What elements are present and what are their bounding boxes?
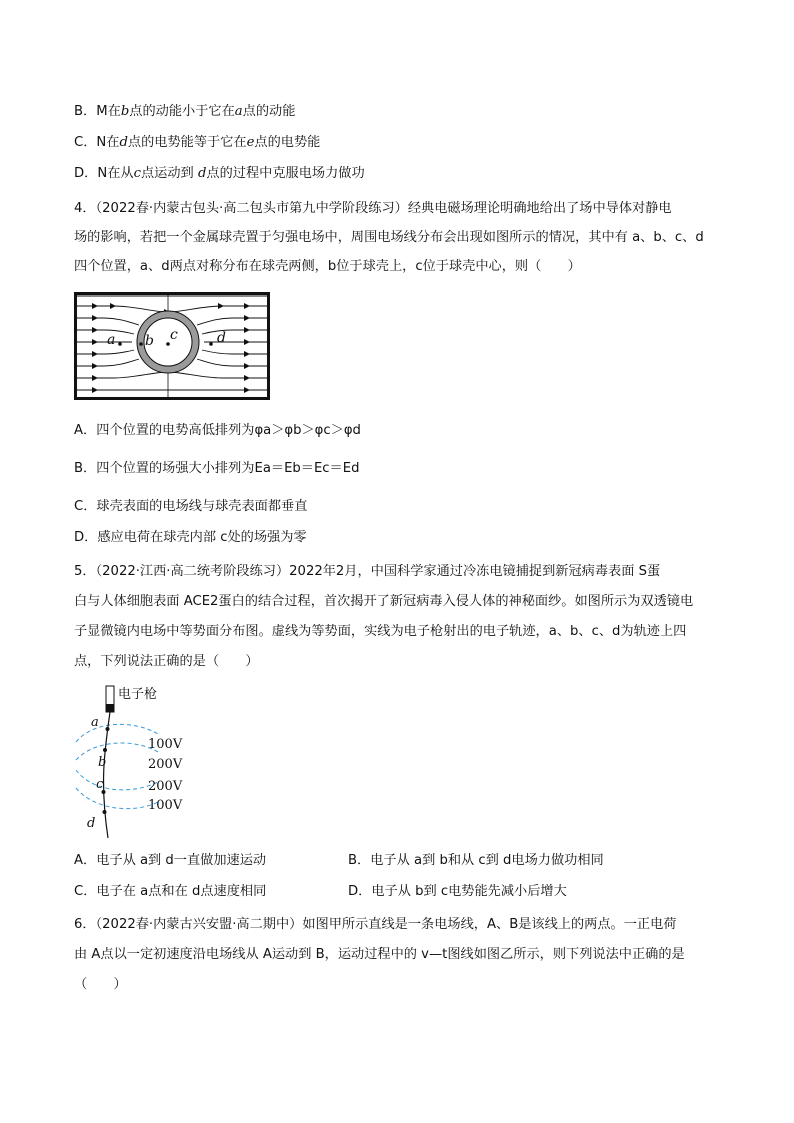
potential-label-4: 100V (148, 798, 183, 813)
potential-label-2: 200V (148, 757, 183, 772)
q4-option-c: C．球壳表面的电场线与球壳表面都垂直 (74, 499, 308, 514)
q4-option-a: A．四个位置的电势高低排列为φa＞φb＞φc＞φd (74, 423, 361, 438)
q6-stem-line1: 6．（2022春·内蒙古兴安盟·高二期中）如图甲所示直线是一条电场线，A、B是该线上的两点。一正电荷 (74, 917, 677, 932)
point-b (139, 342, 143, 346)
electron-gun-label: 电子枪 (118, 686, 158, 701)
q5-option-a: A．电子从 a到 d一直做加速运动 (74, 853, 267, 868)
electron-trajectory (104, 712, 110, 838)
q6-stem-line3: （ ） (74, 977, 127, 992)
q5-stem-line2: 白与人体细胞表面 ACE2蛋白的结合过程，首次揭开了新冠病毒入侵人体的神秘面纱。如图所示为双透镜电 (74, 594, 694, 609)
q5-stem-line1: 5．（2022·江西·高二统考阶段练习）2022年2月，中国科学家通过冷冻电镜捕捉到新冠病毒表面 S蛋 (74, 564, 661, 579)
q4-stem-line2: 场的影响，若把一个金属球壳置于匀强电场中，周围电场线分布会出现如图所示的情况，其中有 a、b、c、d (74, 230, 704, 245)
q3-option-c: C．N在d点的电势能等于它在e点的电势能 (74, 135, 321, 150)
q4-option-b: B．四个位置的场强大小排列为Ea＝Eb＝Ec＝Ed (74, 461, 360, 476)
q5-electron-figure (74, 684, 214, 842)
q4-stem-line1: 4．（2022春·内蒙古包头·高二包头市第九中学阶段练习）经典电磁场理论明确地给出了场中导体对静电 (74, 201, 672, 216)
q3-option-b: B．M在b点的动能小于它在a点的动能 (74, 104, 296, 119)
potential-label-3: 200V (148, 779, 183, 794)
q5-option-d: D．电子从 b到 c电势能先减小后增大 (348, 884, 567, 899)
point-a (118, 342, 122, 346)
label-d: d (87, 816, 96, 831)
label-d: d (217, 330, 226, 346)
q5-stem-line4: 点，下列说法正确的是（ ） (74, 654, 259, 669)
potential-label-1: 100V (148, 737, 183, 752)
q4-field-figure (74, 292, 270, 400)
point-a (106, 727, 110, 731)
label-c: c (170, 327, 178, 343)
point-d (209, 342, 213, 346)
q4-stem-line3: 四个位置，a、d两点对称分布在球壳两侧，b位于球壳上，c位于球壳中心，则（ ） (74, 259, 581, 274)
label-b: b (98, 755, 107, 770)
q3-option-d: D．N在从c点运动到 d点的过程中克服电场力做功 (74, 166, 365, 181)
q6-stem-line2: 由 A点以一定初速度沿电场线从 A运动到 B，运动过程中的 v—t图线如图乙所示，则下列说法中正确的是 (74, 947, 685, 962)
q5-stem-line3: 子显微镜内电场中等势面分布图。虚线为等势面，实线为电子枪射出的电子轨迹，a、b、c、d为轨迹上四 (74, 624, 687, 639)
q5-option-b: B．电子从 a到 b和从 c到 d电场力做功相同 (348, 853, 604, 868)
label-a: a (91, 715, 99, 730)
q5-option-c: C．电子在 a点和在 d点速度相同 (74, 884, 267, 899)
equipotential-lines (76, 724, 158, 808)
label-a: a (107, 332, 116, 348)
point-b (103, 748, 107, 752)
point-d (103, 810, 107, 814)
label-c: c (96, 777, 104, 792)
q4-option-d: D．感应电荷在球壳内部 c处的场强为零 (74, 530, 307, 545)
label-b: b (145, 333, 154, 349)
